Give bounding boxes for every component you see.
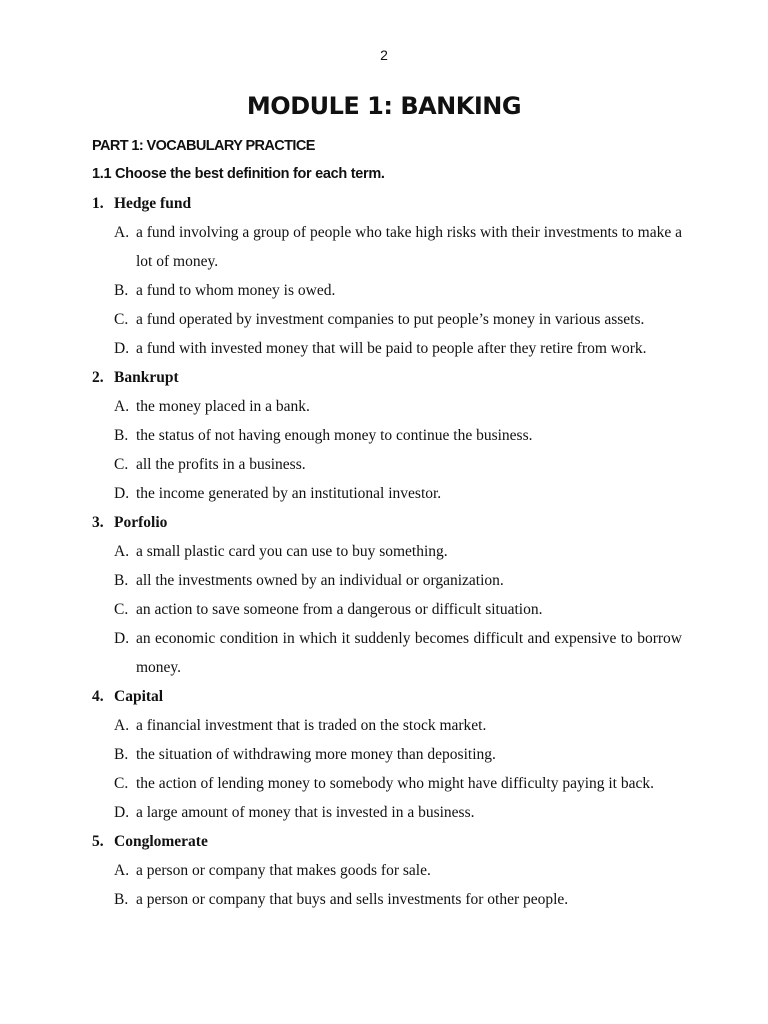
module-title: MODULE 1: BANKING	[246, 92, 522, 120]
option-list	[92, 711, 682, 827]
page-number: 2	[380, 47, 388, 63]
exercise-instruction: 1.1 Choose the best definition for each term.	[92, 166, 385, 182]
option-letter: B.	[114, 282, 129, 299]
answer-option	[92, 595, 682, 624]
option-letter: D.	[114, 630, 130, 647]
question-term: Porfolio	[114, 514, 168, 531]
option-letter: D.	[114, 804, 130, 821]
answer-option	[92, 334, 682, 363]
option-letter: A.	[114, 224, 130, 241]
question-term: Hedge fund	[114, 195, 192, 212]
answer-option	[92, 479, 682, 508]
answer-option	[92, 740, 682, 769]
question-heading	[92, 363, 682, 392]
part-heading: PART 1: VOCABULARY PRACTICE	[92, 138, 315, 154]
option-letter: D.	[114, 485, 130, 502]
question-item	[92, 363, 682, 508]
question-heading	[92, 682, 682, 711]
question-item	[92, 189, 682, 363]
answer-option	[92, 798, 682, 827]
option-text: a person or company that makes goods for sale.	[136, 862, 431, 879]
option-text: a financial investment that is traded on the stock market.	[136, 717, 487, 734]
question-number: 3.	[92, 514, 104, 531]
option-letter: C.	[114, 601, 129, 618]
option-letter: A.	[114, 862, 130, 879]
option-text: a large amount of money that is invested in a business.	[136, 804, 475, 821]
option-text: a fund operated by investment companies to put people’s money in various assets.	[136, 311, 645, 328]
question-number: 1.	[92, 195, 104, 212]
question-item	[92, 508, 682, 682]
question-term: Capital	[114, 688, 164, 705]
answer-option	[92, 392, 682, 421]
answer-option	[92, 885, 682, 914]
answer-option	[92, 769, 682, 798]
option-letter: C.	[114, 775, 129, 792]
answer-option	[92, 624, 682, 682]
option-letter: B.	[114, 746, 129, 763]
option-text: the action of lending money to somebody who might have difficulty paying it back.	[136, 775, 655, 792]
question-heading	[92, 827, 682, 856]
option-letter: B.	[114, 891, 129, 908]
option-letter: D.	[114, 340, 130, 357]
question-list	[92, 189, 682, 914]
option-text: an economic condition in which it suddenly becomes difficult and expensive to borrow money.	[136, 630, 682, 676]
question-item	[92, 682, 682, 827]
question-item	[92, 827, 682, 914]
option-text: the status of not having enough money to continue the business.	[136, 427, 533, 444]
question-number: 2.	[92, 369, 104, 386]
question-number: 4.	[92, 688, 104, 705]
option-list	[92, 537, 682, 682]
answer-option	[92, 421, 682, 450]
option-letter: A.	[114, 543, 130, 560]
answer-option	[92, 566, 682, 595]
question-term: Conglomerate	[114, 833, 208, 850]
option-letter: A.	[114, 398, 130, 415]
option-text: an action to save someone from a dangerous or difficult situation.	[136, 601, 543, 618]
answer-option	[92, 305, 682, 334]
option-text: the money placed in a bank.	[136, 398, 310, 415]
option-text: a person or company that buys and sells investments for other people.	[136, 891, 569, 908]
option-letter: B.	[114, 572, 129, 589]
option-text: a fund to whom money is owed.	[136, 282, 336, 299]
option-list	[92, 218, 682, 363]
answer-option	[92, 218, 682, 276]
question-term: Bankrupt	[114, 369, 179, 386]
option-letter: A.	[114, 717, 130, 734]
option-text: a fund involving a group of people who take high risks with their investments to make a lot of money.	[136, 224, 682, 270]
answer-option	[92, 450, 682, 479]
answer-option	[92, 537, 682, 566]
option-list	[92, 392, 682, 508]
question-heading	[92, 508, 682, 537]
question-number: 5.	[92, 833, 104, 850]
question-heading	[92, 189, 682, 218]
option-list	[92, 856, 682, 914]
option-text: all the investments owned by an individual or organization.	[136, 572, 504, 589]
answer-option	[92, 856, 682, 885]
option-letter: B.	[114, 427, 129, 444]
answer-option	[92, 711, 682, 740]
option-letter: C.	[114, 456, 129, 473]
answer-option	[92, 276, 682, 305]
option-text: a small plastic card you can use to buy something.	[136, 543, 448, 560]
option-text: the situation of withdrawing more money than depositing.	[136, 746, 496, 763]
option-text: a fund with invested money that will be paid to people after they retire from work.	[136, 340, 647, 357]
option-letter: C.	[114, 311, 129, 328]
option-text: all the profits in a business.	[136, 456, 306, 473]
option-text: the income generated by an institutional investor.	[136, 485, 442, 502]
